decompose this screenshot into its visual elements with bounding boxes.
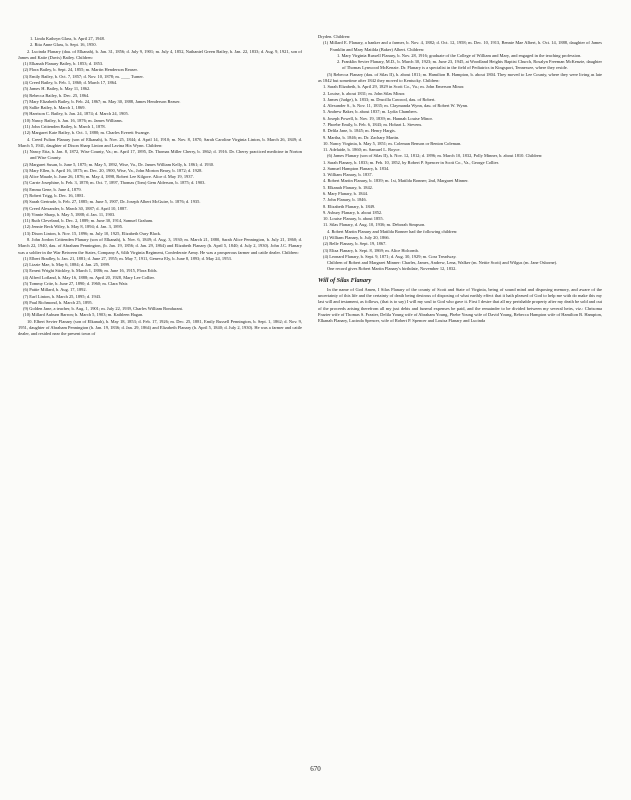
genealogy-entry: (6) James Flanary (son of Silas II), b. Nov. 12, 1812; d. 1896; m. March 10, 1832, Polly Minner, b. about 1810. Children: [327, 153, 543, 159]
will-text [318, 287, 602, 325]
genealogy-entry: 2. Rita Anne Glass, b. Sept. 16, 1950. [30, 42, 97, 48]
genealogy-entry: 10. Elbert Sevier Flanary (son of Elkanah), b. May 18, 1853; d. Feb. 17, 1926; m. Dec. 25, 1881, Emily Russell Pennington, b. Sept. 1, 1862; d. Nov. 9, 1951, daughter of Abraham Pennington (b. Jan. 19, 1836; d. Jan. 29, 1864) and Elizabeth Flanary (b. April 5, 1840; d. July 2, 1930). He was a farmer and cattle dealer, and resided near the present town of [18, 318, 302, 337]
genealogy-entry: 10. Louise Flanary, b. about 1855. [323, 216, 384, 222]
genealogy-entry: 2. Lucinda Flanary (dau. of Elkanah), b. Jan. 31, 1856; d. July 9, 1901; m. July 4, 1852, Nathaniel Green Bailey, b. Jan. 22, 1833; d. Aug. 9, 1921, son of James and Katie (Davis) Bailey. Children: [18, 48, 302, 60]
will-heading: Will of Silas Flanary [318, 276, 372, 284]
genealogy-entry: 8. Elizabeth Flanary, b. 1849. [323, 203, 376, 209]
genealogy-entry: (7) Robert Trigg, b. Dec. 16, 1881. [23, 193, 85, 199]
genealogy-entry: 3. William Flanary, b. 1837. [323, 172, 373, 178]
genealogy-entry: 4. Creed Fulton Flanary (son of Elkanah), b. Nov. 25, 1844; d. April 14, 1910; m. Nov. 8, 1870, Sarah Caroline Virginia Linton, b. March 26, 1849; d. March 5, 1941, daughter of Dixon Sharp Linton and Lavina Hix Wynn. Children: [18, 136, 302, 148]
genealogy-entry: (4) Alfred Lofland, b. May 16, 1888; m. April 20, 1928, Mary Lee Collier. [23, 274, 155, 280]
genealogy-entry: (5) Carrie Josephine, b. Feb. 3, 1878; m. Oct. 7, 1897, Thomas (Tom) Gem Alderson, b. 1875; d. 1903. [23, 180, 206, 186]
genealogy-entry: (2) Belle Flanary, b. Sept. 19, 1867. [323, 241, 387, 247]
genealogy-entry: 8. John Jordon Crittenden Flanary (son of Elkanah), b. Nov. 6, 1849; d. Aug. 3, 1930; m. March 21, 1880, Sarah Alice Pennington, b. July 21, 1860; d. March 22, 1940, dau. of Abraham Pennington, (b. Jan. 19, 1856; d. Jan. 29, 1864) and Elizabeth Flanary (b. April 5, 1840; d. July 2, 1930). John J.C. Flanary was a soldier in the War Between the States, Company A, 64th Virginia Regiment, Confederate Army. He was a prosperous farmer and cattle dealer. Children: [18, 237, 302, 255]
genealogy-entry: 3. James (Judge), b. 1833; m. Drucilla Cawood, dau. of Robert. [323, 96, 436, 102]
genealogy-entry: 4. Alexander S., b. Nov. 11, 1835; m. Claymanda Wynn, dau. of Robert W. Wynn. [323, 103, 469, 109]
genealogy-entry: 2. Franklin Sevier Flanary, M.D., b. March 30, 1923; m. June 23, 1945, at Woodland Heights Baptist Church, Rosalyn Freeman McKenzie, daughter of Thomas Lynwood McKenzie. Dr. Flanary is a specialist in the field of Pediatrics in Kingsport, Tennessee, where they reside. [337, 59, 602, 71]
genealogy-entry: 7. Phoebe Emily, b. Feb. 6, 1843; m. Hobart L. Stevens. [323, 121, 423, 127]
genealogy-entry: (8) Sallie Bailey, b. March 1, 1869. [23, 105, 86, 111]
left-column [18, 36, 302, 766]
genealogy-entry: (4) Leonard Flanary, b. Sept. 9, 1871; d. Aug. 30, 1929; m. Cora Treadway. [323, 253, 457, 259]
genealogy-entry: 11. Silas Flanary, d. Aug. 10, 1936; m. Deborah Simpson. [323, 222, 426, 228]
genealogy-entry: (12) Jennie Beck Wiley, b. May 8, 1894; d. Jan. 3, 1895. [23, 224, 124, 230]
genealogy-entry: 8. Delila Jane, b. 1845; m. Henry Hargis. [323, 128, 396, 134]
genealogy-entry: (4) Alice Maude, b. June 26, 1876; m. May 4, 1898, Robert Lee Kilgore. Alice d. May 19, 1937. [23, 174, 194, 180]
genealogy-entry: (9) Harrison C. Bailey, b. Jan. 24, 1874; d. March 24, 1905. [23, 111, 129, 117]
genealogy-entry: 5. Elkanah Flanary, b. 1842. [323, 184, 373, 190]
genealogy-entry: 11. Adelaide, b. 1860; m. Samuel L. Royce. [323, 147, 401, 153]
genealogy-entry: (5) James H. Bailey, b. May 11, 1862. [23, 86, 91, 92]
genealogy-entry: 1. Linda Kathryn Glass, b. April 27, 1948. [30, 36, 105, 41]
genealogy-entry: One record gives Robert Martin Flanary's birthdate, November 12, 1832. [327, 266, 457, 272]
right-column-entries [318, 34, 602, 273]
genealogy-entry: (8) Sarah Gertrude, b. Feb. 27, 1885; m. June 5, 1907, Dr. Joseph Albert McGuire, b. 1876; d. 1935. [23, 199, 201, 205]
genealogy-entry: (13) Dixon Linton, b. Nov. 15, 1896; m. July 10, 1925, Elizabeth Oury Black. [23, 230, 162, 236]
genealogy-entry: (3) Emily Bailey, b. Oct. 7, 1857; d. Nov. 10, 1878; m. ____ Turner. [23, 73, 144, 79]
genealogy-entry: 1. Mary Virginia Russell Flanary, b. Nov. 28, 1916; graduate of the College of William and Mary, and engaged in the teaching profession. [337, 52, 582, 58]
genealogy-entry: (1) Millard E. Flanary, a banker and a farmer, b. Nov. 4, 1882; d. Oct. 12, 1958; m. Dec. 10, 1913, Bennie Mae Albert, b. Oct. 14, 1888, daughter of James Franklin and Mary Matilda (Baker) Albert. Children: [323, 40, 602, 52]
genealogy-entry: 2. Samuel Hampton Flanary, b. 1834. [323, 165, 390, 171]
genealogy-entry: (6) Rebecca Bailey, b. Dec. 25, 1864. [23, 92, 90, 98]
page-number: 670 [310, 765, 321, 773]
genealogy-entry: (2) Lizzie Mae, b. May 6, 1884; d. Jan. 25, 1899. [23, 262, 111, 268]
genealogy-entry: (1) Elbert Bradley, b. Jan. 21, 1881; d. June 27, 1955; m. May 7, 1911, Geneva Ely, b. June 8, 1893; d. May 24, 1953. [23, 255, 232, 261]
genealogy-entry: Dryden. Children: [318, 34, 351, 39]
genealogy-entry: (11) Ruth Cleveland, b. Dec. 2, 1889; m. June 30, 1914, Samuel Graham. [23, 218, 154, 224]
genealogy-entry: (4) Creed Bailey, b. Feb. 1, 1860; d. March 17, 1864. [23, 79, 118, 85]
genealogy-entry: 4. Robert Martin Flanary and Matilda Bonner had the following children: [327, 228, 458, 234]
genealogy-entry: (8) Paul Richmond, b. March 25, 1895. [23, 299, 93, 305]
genealogy-entry: 6. Mary Flanary, b. 1844. [323, 191, 369, 197]
genealogy-entry: (10) Vinnie Sharp, b. May 5, 1888; d. Jan. 11, 1903. [23, 211, 116, 217]
genealogy-entry: 7. John Flanary, b. 1846. [323, 197, 367, 203]
genealogy-entry: (3) Eliza Flanary, b. Sept. 8, 1869; m. Alice Holcomb. [323, 247, 419, 253]
genealogy-entry: (1) Elkanah Flanary Bailey, b. 1853; d. 1853. [23, 61, 104, 67]
genealogy-entry: (1) Nancy Etta, b. Jan. 8, 1872, Wise County, Va.; m. April 17, 1895, Dr. Thomas Miller Cherry, b. 1862; d. 1916. Dr. Cherry practiced medicine in Norton and Wise County. [23, 149, 302, 161]
genealogy-entry: 6. Joseph Powell, b. Nov. 19, 1839; m. Hannah Louise Minor. [323, 115, 433, 121]
genealogy-entry: (6) Pattie Millard, b. Aug. 17, 1892. [23, 287, 87, 293]
genealogy-entry: (5) Tommy Crite, b. June 27, 1890; d. 1960; m. Clara Wair. [23, 280, 129, 286]
genealogy-entry: (7) Earl Linton, b. March 25, 1895; d. 1943. [23, 293, 102, 299]
genealogy-entry: (12) Margaret Kate Bailey, b. Oct. 1, 1880; m. Charles Everett Swange. [23, 130, 150, 136]
genealogy-entry: 1. Sarah Flanary, b. 1833; m. Feb. 10, 1852, by Robert P. Spencer in Scott Co., Va., George Collier. [323, 159, 499, 165]
genealogy-entry: (11) John Crittenden Bailey, b. March 1, 1878. [23, 123, 106, 129]
genealogy-entry: In the name of God Amen, I Silas Flanary of the county of Scott and State of Virginia, being of sound mind and disposing memory, and aware of the uncertainty of this life and the certainty of death being desirous of disposing of what earthly effect that it hath pleased of God to help me with do make this my last will and testament, as follows, (that is to say) I will my soul to God who gave it. First I desire that all my perishable property after my death be sold and out of the proceeds arising therefrom all my just debts and funeral expenses be paid, and the remainder to be divided between my several heirs, viz.: Chrisoma Frazier wife of Thomas S. Frazier, Delila Young wife of Abraham Young, Phebe Young wife of David Young, Rebecca Hampton wife of Hamilton B. Hampton, Elkanah Flanary, Lucinda Spencer, wife of Robert P. Spencer and Louisa Flanary and Lucinda [318, 286, 602, 324]
genealogy-entry: 2. Louise, b. about 1831; m. John Silas Minor. [323, 90, 406, 96]
genealogy-entry: (7) Mary Elizabeth Bailey, b. Feb. 24, 1867; m. May 30, 1888, James Henderson Reaser. [23, 98, 181, 104]
genealogy-entry: 9. Martha, b. 1846; m. Dr. Zachary Martin. [323, 134, 400, 140]
genealogy-entry: (10) Nancy Bailey, b. Jan. 16, 1876; m. James Williams. [23, 117, 123, 123]
genealogy-entry: 4. Robert Martin Flanary, b. 1839; m. 1st, Matilda Bonner; 2nd, Margaret Minner. [323, 178, 469, 184]
genealogy-entry: 5. Andrew Baker, b. about 1837; m. Lydia Chambers. [323, 109, 418, 115]
genealogy-entry: (2) Flora Bailey, b. Sept. 24, 1855; m. Martin Henderson Reaser. [23, 67, 138, 73]
genealogy-entry: 1. Sarah Elizabeth, b. April 29, 1829 in Scott Co., Va.; m. John Emerson Minor. [323, 84, 465, 90]
genealogy-entry: (9) Golden Jane, a teacher, b. Aug. 1, 1901; m. July 22, 1939, Charles William Bondurant. [23, 306, 184, 312]
genealogy-entry: (5) Rebecca Flanary (dau. of Silas II), b. about 1811; m. Hamilton B. Hampton, b. about 1804. They moved to Lee County, where they were living as late as 1842 but sometime after 1842 they moved to Kentucky. Children: [318, 71, 602, 83]
genealogy-entry: (6) Emma Gene, b. June 4, 1879. [23, 186, 82, 192]
genealogy-entry: Children of Robert and Margaret Minner: Charles, James, Andrew, Lena, Walker (m. Nettie Scott) and Wilgus (m. Jane Osborne). [327, 260, 558, 266]
genealogy-entry: (2) Margaret Susan, b. June 5, 1875; m. May 5, 1892, Wise, Va., Dr. James William Kelly, b. 1861; d. 1930. [23, 161, 215, 167]
genealogy-entry: (10) Millard Auburn Barron; b. March 5, 1903; m. Kathleen Hagan. [23, 312, 144, 318]
genealogy-entry: (9) Creed Alexander, b. March 30, 1887; d. April 10, 1887. [23, 205, 128, 211]
genealogy-entry: (3) Ernest Wright Stickley, b. March 1, 1886; m. June 16, 1915, Flora Edds. [23, 268, 158, 274]
genealogy-entry: (1) William Flanary, b. July 20, 1866. [323, 235, 390, 240]
genealogy-entry: 10. Nancy Virginia, b. May 5, 1851; m. Coleman Benson or Benton Coleman. [323, 140, 462, 146]
genealogy-entry: 9. Asbury Flanary, b. about 1852. [323, 209, 383, 215]
genealogy-entry: (3) Mary Ellen, b. April 16, 1875; m. Dec. 20, 1900, Wise, Va., John Morton Beary, b. 1872; d. 1928. [23, 167, 203, 173]
right-column [318, 34, 602, 749]
